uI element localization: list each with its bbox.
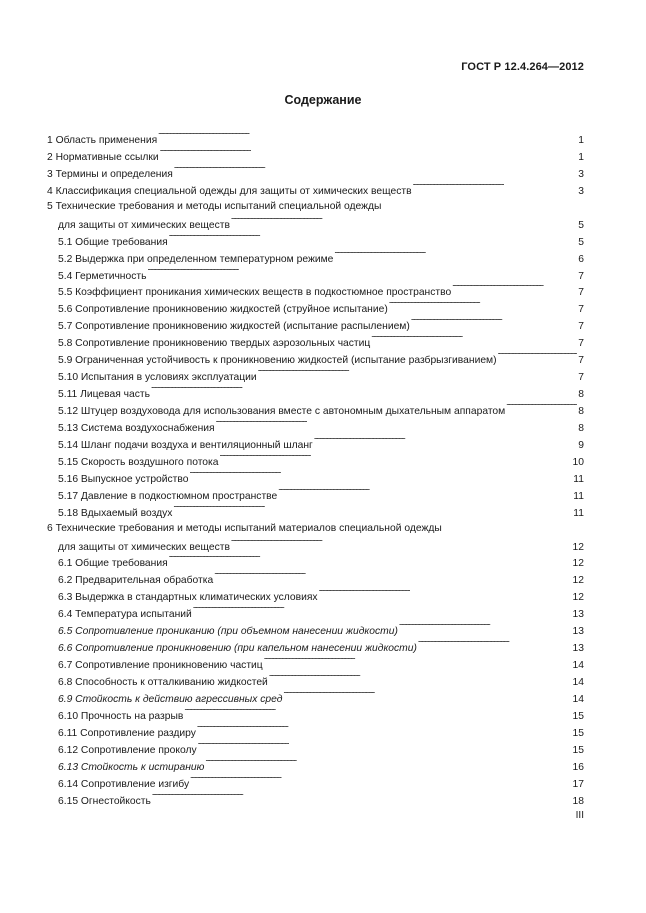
dot-leader [220,453,572,465]
toc-entry-page: 15 [572,727,584,739]
dot-leader [173,504,572,516]
dot-leader [411,317,577,329]
toc-entry[interactable] [47,182,584,199]
dot-leader [418,639,572,651]
toc-entry[interactable] [47,436,584,453]
toc-entry-title: 6.6 Сопротивление проникновению (при капельном нанесении жидкости) [58,643,417,655]
dot-leader [152,792,572,804]
dot-leader [371,334,577,346]
toc-entry[interactable] [47,690,584,707]
toc-entry-page: 11 [573,473,584,485]
dot-leader [189,470,572,482]
toc-entry[interactable] [47,538,584,555]
toc-entry[interactable] [47,673,584,690]
toc-entry-title: 5.13 Система воздухоснабжения [58,422,215,434]
toc-entry-title: 6.5 Сопротивление прониканию (при объемном нанесении жидкости) [58,626,398,638]
toc-entry[interactable] [47,453,584,470]
toc-entry-page: 18 [572,795,584,807]
toc-entry-title: 5.4 Герметичность [58,270,147,282]
dot-leader [190,775,571,787]
dot-leader [214,571,571,583]
dot-leader [314,436,577,448]
toc-entry-title: 1 Область применения [47,135,158,146]
toc-entry-page: 15 [572,710,584,722]
toc-entry-title: 5.6 Сопротивление проникновению жидкостей (струйное испытание) [58,304,388,316]
toc-entry[interactable] [47,148,584,165]
toc-entry[interactable] [47,470,584,487]
toc-entry-title: 5.2 Выдержка при определенном температурном режиме [58,253,334,265]
toc-entry-title: 6 Технические требования и методы испытаний материалов специальной одежды [47,522,442,534]
toc-entry[interactable] [47,300,584,317]
toc-entry-page: 11 [573,490,584,502]
dot-leader [413,182,578,194]
toc-entry[interactable] [47,250,584,267]
toc-entry-page: 8 [578,389,584,401]
toc-entry[interactable] [47,775,584,792]
toc-entry-page: 7 [578,372,584,384]
toc-entry-page: 7 [578,270,584,282]
dot-leader [193,605,572,617]
toc-entry[interactable] [47,419,584,436]
dot-leader [498,351,578,363]
toc-entry-page: 8 [578,422,584,434]
dot-leader [319,588,572,600]
page-title: Содержание [284,93,362,107]
toc-entry-title: 6.8 Способность к отталкиванию жидкостей [58,677,268,688]
toc-entry-page: 15 [572,744,584,756]
toc-entry-page: 10 [572,456,584,468]
toc-entry-page: 11 [573,507,584,519]
dot-leader [334,250,577,262]
toc-entry-title: 5.14 Шланг подачи воздуха и вентиляционный шланг [58,439,313,451]
dot-leader [169,554,572,566]
toc-entry-page: 17 [572,778,584,790]
toc-entry-page: 12 [572,575,584,587]
toc-entry-page: 12 [572,558,584,570]
toc-entry-page: 12 [572,541,584,553]
toc-entry[interactable] [47,165,584,182]
dot-leader [169,233,578,245]
toc-entry-title: 5.9 Ограниченная устойчивость к проникновению жидкостей (испытание разбрызгиванием) [58,355,497,367]
toc-entry-title: 6.9 Стойкость к действию агрессивных сред [58,693,283,705]
toc-entry[interactable] [47,554,584,571]
toc-entry-page: 14 [572,677,584,688]
dot-leader [231,216,577,228]
toc-entry-page: 13 [572,626,584,638]
dot-leader [264,656,572,668]
toc-entry[interactable] [47,385,584,402]
dot-leader [174,165,577,177]
toc-entry[interactable] [47,504,584,521]
dot-leader [283,690,571,702]
toc-entry[interactable] [47,724,584,741]
toc-entry[interactable] [47,639,584,656]
toc-entry[interactable] [47,199,584,216]
toc-entry-title: 5.12 Штуцер воздуховода для использования вместе с автономным дыхательным аппаратом [58,406,506,417]
toc-entry-page: 7 [578,355,584,367]
toc-entry[interactable] [47,351,584,368]
toc-entry-title: 6.2 Предварительная обработка [58,575,214,587]
toc-entry-title: 6.12 Сопротивление проколу [58,744,197,756]
toc-entry-page: 14 [572,660,584,672]
toc-entry[interactable] [47,368,584,385]
toc-entry-page: 6 [578,253,584,265]
toc-entry-page: 5 [578,219,584,231]
toc-entry-title: 4 Классификация специальной одежды для защиты от химических веществ [47,185,412,197]
dot-leader [205,758,571,770]
toc-entry[interactable] [47,758,584,775]
toc-entry[interactable] [47,487,584,504]
toc-entry-page: 13 [572,643,584,655]
toc-entry[interactable] [47,521,584,538]
toc-entry-title: 5.1 Общие требования [58,236,168,248]
toc-entry[interactable] [47,402,584,419]
dot-leader [506,402,577,414]
toc-entry-title: 5.7 Сопротивление проникновению жидкостей (испытание распылением) [58,321,410,333]
toc-entry[interactable] [47,334,584,351]
toc-entry[interactable] [47,571,584,588]
dot-leader [147,267,577,279]
toc-entry-page: 16 [572,761,584,773]
dot-leader [258,368,578,380]
toc-entry-page: 7 [578,287,584,299]
document-code: ГОСТ Р 12.4.264—2012 [461,61,584,73]
toc-entry-title: 5.11 Лицевая часть [58,389,150,401]
toc-entry-page: 3 [578,185,584,197]
toc-entry-title: 6.10 Прочность на разрыв [58,710,184,722]
toc-entry-title: 6.11 Сопротивление раздиру [58,727,196,739]
toc-entry[interactable] [47,656,584,673]
toc-entry[interactable] [47,792,584,809]
toc-entry-title: 5.16 Выпускное устройство [58,473,189,485]
dot-leader [158,131,577,143]
dot-leader [216,419,578,431]
toc-entry-title: 6.1 Общие требования [58,558,168,570]
dot-leader [151,385,577,397]
dot-leader [399,622,572,634]
toc-entry-title: 6.3 Выдержка в стандартных климатических условиях [58,592,318,604]
toc-entry[interactable] [47,588,584,605]
toc-entry-title: 5 Технические требования и методы испытаний специальной одежды [47,200,382,212]
toc-entry[interactable] [47,707,584,724]
toc-entry[interactable] [47,216,584,233]
dot-leader [184,707,571,719]
toc-entry-title: 6.4 Температура испытаний [58,609,192,621]
toc-entry[interactable] [47,131,584,148]
toc-entry[interactable] [47,283,584,300]
dot-leader [231,538,572,550]
toc-entry-title: 5.5 Коэффициент проникания химических веществ в подкостюмное пространство [58,287,452,299]
dot-leader [389,300,577,312]
table-of-contents [47,131,584,809]
toc-entry[interactable] [47,741,584,758]
toc-entry-page: 7 [578,304,584,316]
toc-entry-page: 3 [578,168,584,180]
toc-entry-title: 6.15 Огнестойкость [58,795,151,807]
dot-leader [198,741,572,753]
toc-entry-title: 6.7 Сопротивление проникновению частиц [58,660,263,672]
toc-entry-title: 2 Нормативные ссылки [47,151,159,163]
toc-entry-title: 5.10 Испытания в условиях эксплуатации [58,372,257,384]
toc-entry-page: 12 [572,592,584,604]
dot-leader [269,673,572,685]
toc-entry[interactable] [47,605,584,622]
toc-entry-title: 5.15 Скорость воздушного потока [58,456,219,468]
dot-leader [160,148,578,160]
toc-entry-page: 1 [578,135,584,146]
toc-entry-title: 6.14 Сопротивление изгибу [58,778,190,790]
dot-leader [278,487,572,499]
toc-entry[interactable] [47,622,584,639]
toc-entry-page: 1 [578,151,584,163]
toc-entry-title: для защиты от химических веществ [58,541,230,553]
toc-entry[interactable] [47,233,584,250]
toc-entry-title: 6.13 Стойкость к истиранию [58,761,205,773]
dot-leader [197,724,572,736]
toc-entry-title: 5.18 Вдыхаемый воздух [58,507,173,519]
toc-entry-title: 5.17 Давление в подкостюмном пространстве [58,490,278,502]
toc-entry-page: 5 [578,236,584,248]
toc-entry-page: 14 [572,693,584,705]
toc-entry-page: 7 [578,338,584,350]
toc-entry[interactable] [47,317,584,334]
toc-entry-page: 13 [572,609,584,621]
toc-entry-page: 9 [578,439,584,451]
toc-entry-title: 3 Термины и определения [47,168,173,180]
toc-entry-title: 5.8 Сопротивление проникновению твердых аэрозольных частиц [58,338,371,350]
toc-entry-title: для защиты от химических веществ [58,219,230,231]
page-number: III [575,810,584,821]
toc-entry-page: 7 [578,321,584,333]
dot-leader [452,283,577,295]
toc-entry-page: 8 [578,406,584,417]
toc-entry[interactable] [47,267,584,284]
